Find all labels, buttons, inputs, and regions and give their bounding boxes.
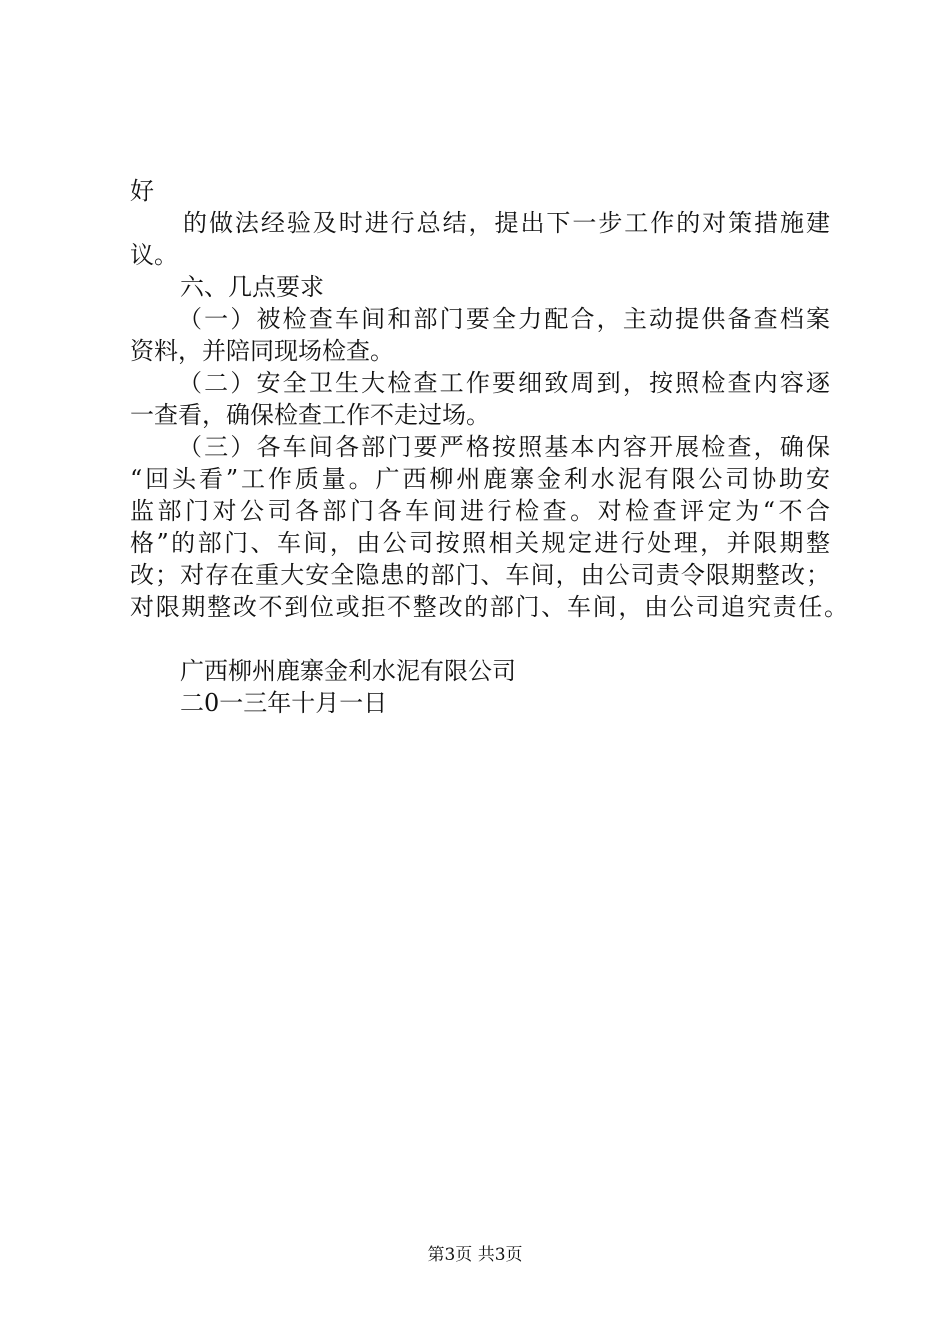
body-line: “回头看”工作质量。广西柳州鹿寨金利水泥有限公司协助安 <box>130 465 830 493</box>
body-line: 好 <box>130 177 154 205</box>
signature-date: 二0一三年十月一日 <box>180 689 388 717</box>
signature-company: 广西柳州鹿寨金利水泥有限公司 <box>180 657 516 685</box>
page-number: 第3页 共3页 <box>427 1245 523 1265</box>
body-line: 改；对存在重大安全隐患的部门、车间，由公司责令限期整改； <box>130 561 830 589</box>
body-line: 一查看，确保检查工作不走过场。 <box>130 401 490 429</box>
body-line: 的做法经验及时进行总结，提出下一步工作的对策措施建 <box>183 209 830 237</box>
body-line: （三）各车间各部门要严格按照基本内容开展检查，确保 <box>178 433 830 461</box>
body-line: 监部门对公司各部门各车间进行检查。对检查评定为“不合 <box>130 497 830 525</box>
body-line: 资料，并陪同现场检查。 <box>130 337 394 365</box>
body-line: 议。 <box>130 241 178 269</box>
body-line: （一）被检查车间和部门要全力配合，主动提供备查档案 <box>178 305 830 333</box>
body-line: 对限期整改不到位或拒不整改的部门、车间，由公司追究责任。 <box>130 593 848 621</box>
body-line: 格”的部门、车间，由公司按照相关规定进行处理，并限期整 <box>130 529 830 557</box>
section-heading: 六、几点要求 <box>180 273 324 301</box>
body-line: （二）安全卫生大检查工作要细致周到，按照检查内容逐 <box>178 369 830 397</box>
